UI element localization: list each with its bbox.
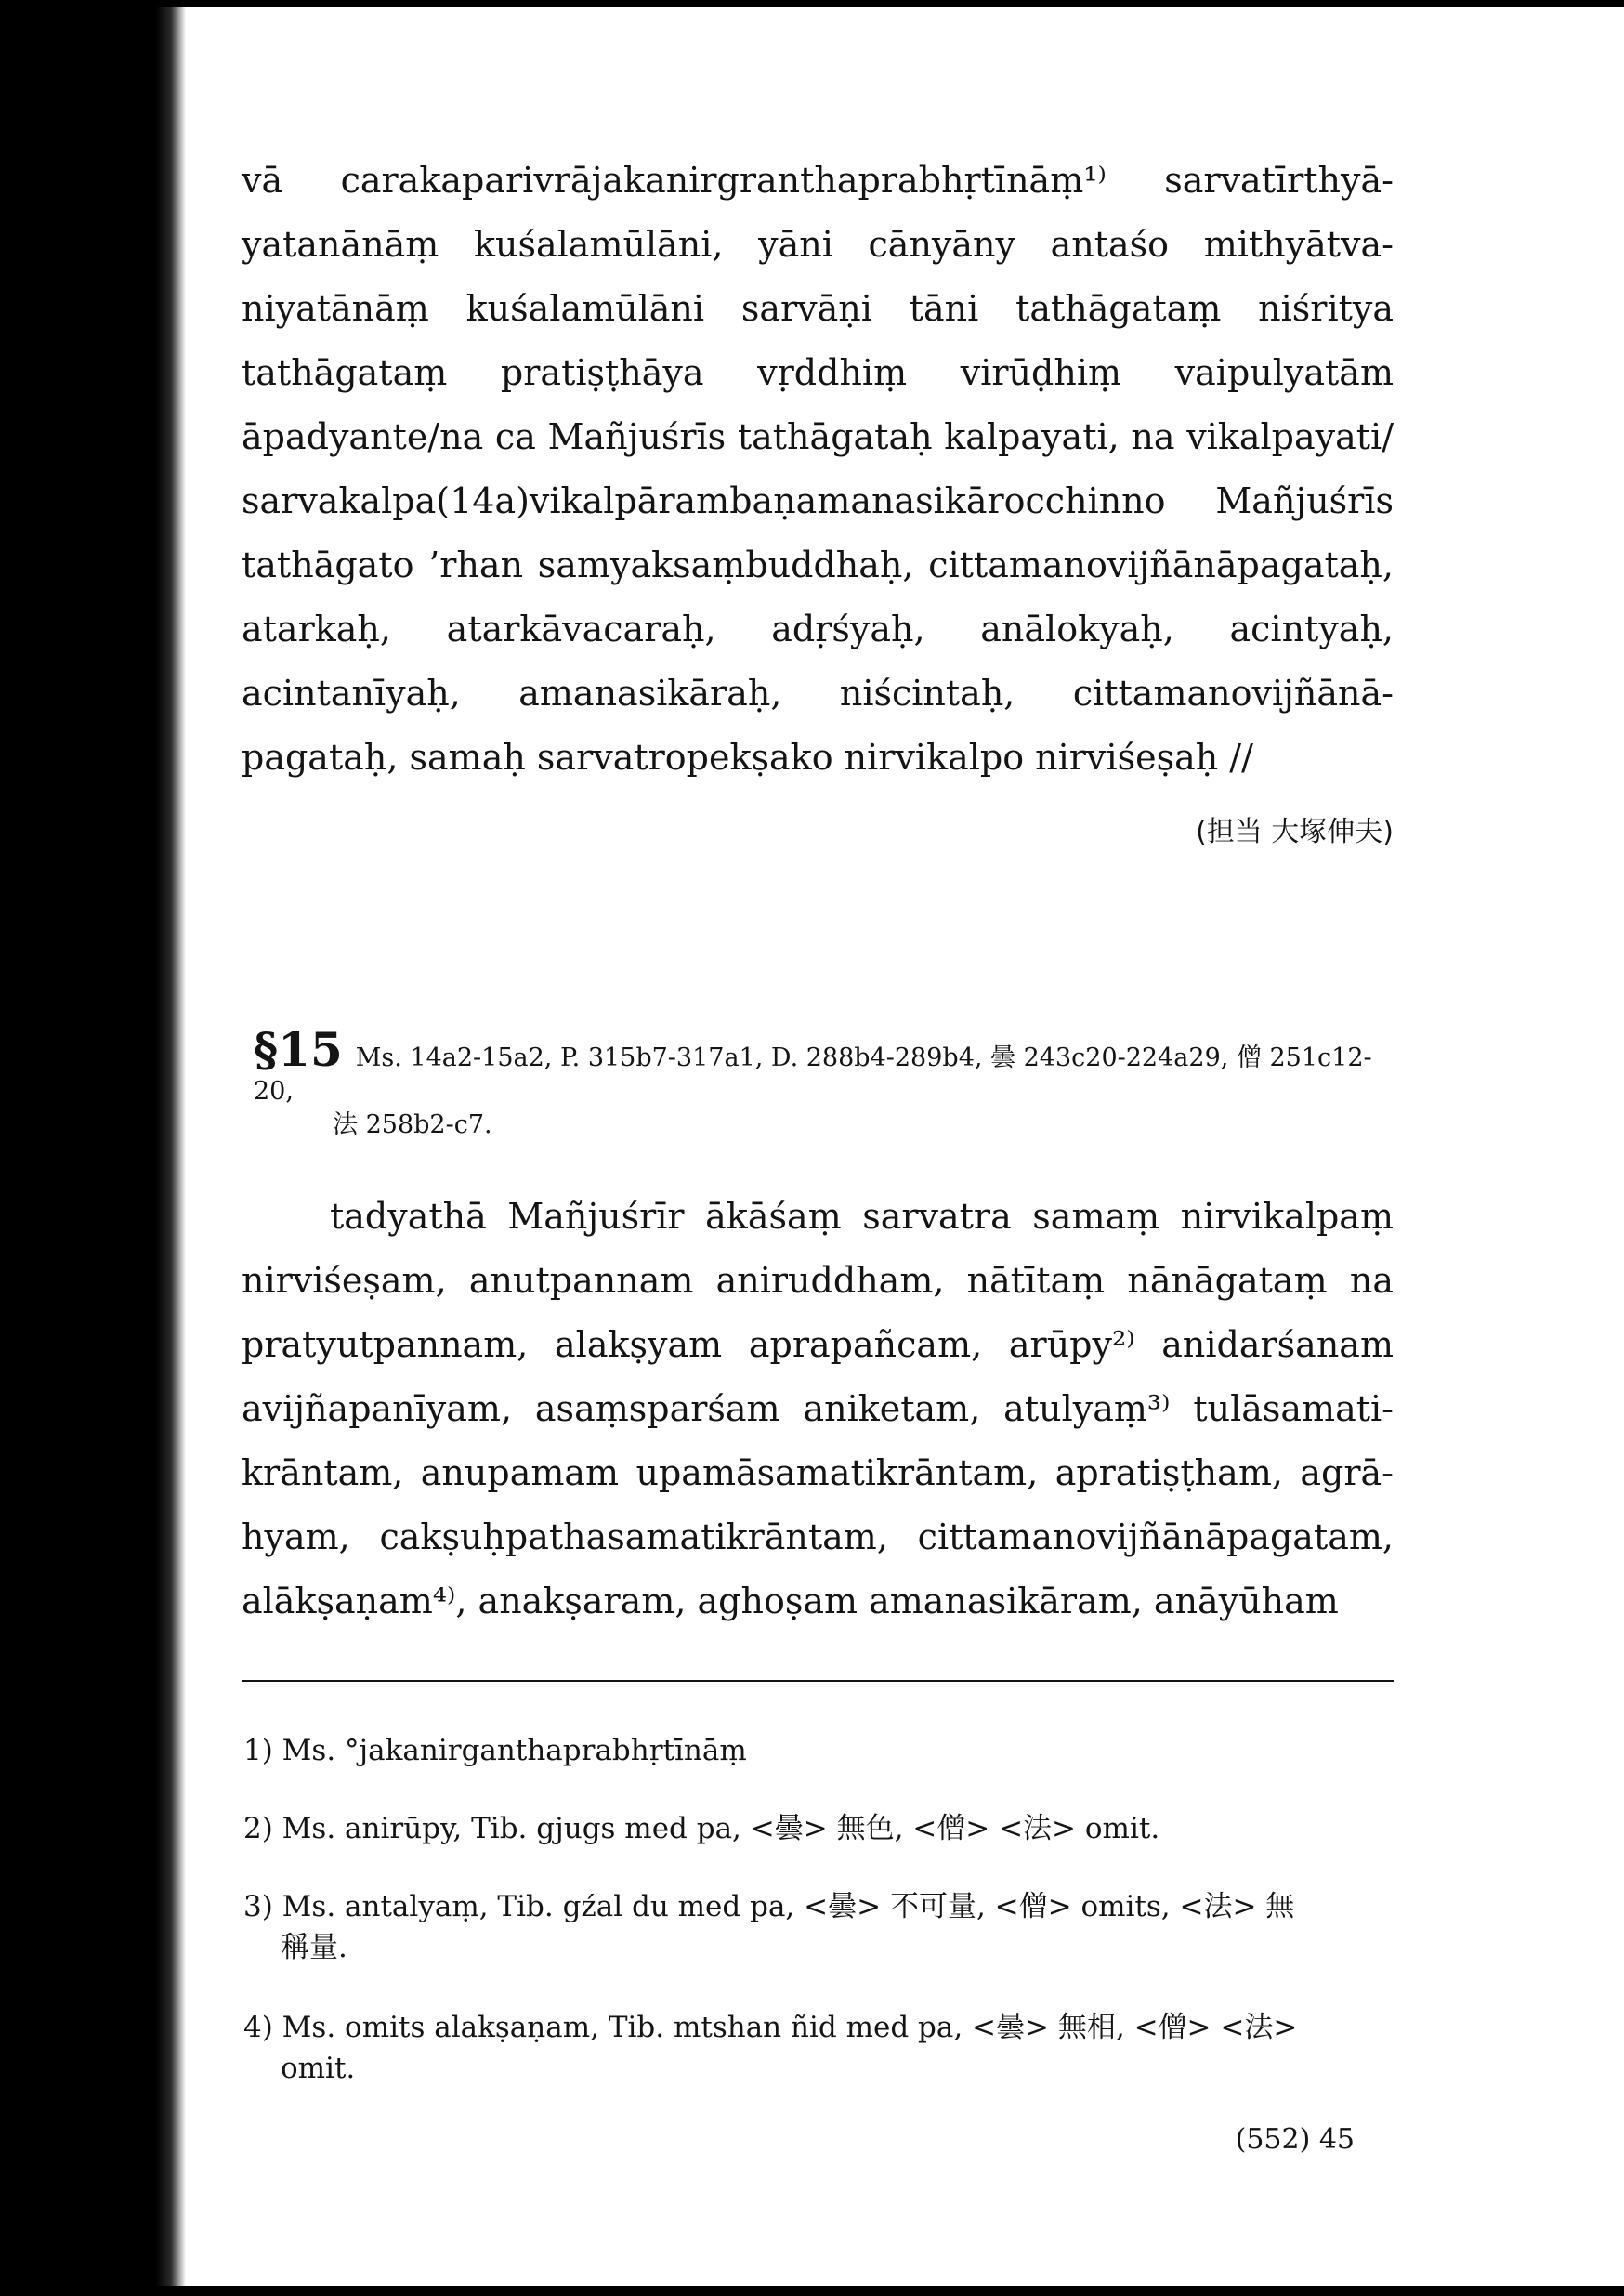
section-reference-cont: 法 258b2-c7. (333, 1110, 492, 1139)
footnote-text: 2) Ms. anirūpy, Tib. gjugs med pa, <曇> 無色, <僧> <法> omit. (243, 1812, 1160, 1845)
footnote-text: 3) Ms. antalyaṃ, Tib. gźal du med pa, <曇> 不可量, <僧> omits, <法> 無 (243, 1890, 1295, 1923)
section-number: §15 (254, 1022, 343, 1077)
footnote-3 (243, 1886, 1395, 1968)
page-number: (552) 45 (1235, 2123, 1355, 2156)
text-line: tathāgato ’rhan samyaksaṃbuddhaḥ, cittamanovijñānāpagataḥ, (242, 544, 1394, 585)
text-line: āpadyante/na ca Mañjuśrīs tathāgataḥ kalpayati, na vikalpayati/ (242, 416, 1394, 457)
footnote-4 (243, 2007, 1395, 2089)
text-line: niyatānāṃ kuśalamūlāni sarvāṇi tāni tathāgataṃ niśritya (242, 288, 1394, 329)
section-reference: Ms. 14a2-15a2, P. 315b7-317a1, D. 288b4-289b4, 曇 243c20-224a29, 僧 251c12-20, (254, 1043, 1372, 1106)
author-credit: (担当 大塚伸夫) (1196, 816, 1394, 848)
text-line: yatanānāṃ kuśalamūlāni, yāni cānyāny antaśo mithyātva- (242, 224, 1394, 265)
text-line: krāntam, anupamam upamāsamatikrāntam, apratiṣṭham, agrā- (242, 1452, 1394, 1493)
footnote-text: 1) Ms. °jakanirganthaprabhṛtīnāṃ (243, 1734, 747, 1767)
text-line: tathāgataṃ pratiṣṭhāya vṛddhiṃ virūḍhiṃ vaipulyatām (242, 352, 1394, 393)
text-line: alākṣaṇam⁴⁾, anakṣaram, aghoṣam amanasikāram, anāyūham (242, 1581, 1339, 1621)
scan-dark-edge (0, 0, 186, 2296)
text-line: vā carakaparivrājakanirgranthaprabhṛtīnāṃ¹⁾ sarvatīrthyā- (242, 160, 1394, 201)
text-line: sarvakalpa(14a)vikalpārambaṇamanasikārocchinno Mañjuśrīs (242, 480, 1394, 521)
paragraph-2 (242, 1185, 1394, 1633)
scan-bottom-shadow (153, 2286, 1624, 2296)
footnote-text-cont: 稱量. (281, 1931, 347, 1964)
footnote-1 (243, 1730, 1395, 1771)
text-line: nirviśeṣam, anutpannam aniruddham, nātītaṃ nānāgataṃ na (242, 1260, 1394, 1301)
scan-top-shadow (153, 0, 1624, 7)
text-line: hyam, cakṣuḥpathasamatikrāntam, cittamanovijñānāpagatam, (242, 1516, 1394, 1557)
footnote-text: 4) Ms. omits alakṣaṇam, Tib. mtshan ñid med pa, <曇> 無相, <僧> <法> (243, 2011, 1298, 2044)
text-line: acintanīyaḥ, amanasikāraḥ, niścintaḥ, cittamanovijñānā- (242, 673, 1394, 714)
text-line: pagataḥ, samaḥ sarvatropekṣako nirvikalpo nirviśeṣaḥ // (242, 737, 1253, 778)
text-line: pratyutpannam, alakṣyam aprapañcam, arūpy²⁾ anidarśanam (242, 1324, 1394, 1365)
text-line: avijñapanīyam, asaṃsparśam aniketam, atulyaṃ³⁾ tulāsamati- (242, 1388, 1394, 1429)
text-line: atarkaḥ, atarkāvacaraḥ, adṛśyaḥ, anālokyaḥ, acintyaḥ, (242, 609, 1394, 649)
section-heading (254, 1022, 1396, 1106)
text-line: tadyathā Mañjuśrīr ākāśaṃ sarvatra samaṃ nirvikalpaṃ (330, 1196, 1394, 1237)
footnote-2 (243, 1808, 1395, 1849)
footnote-text-cont: omit. (281, 2052, 356, 2085)
footnote-divider (242, 1680, 1394, 1682)
paragraph-1 (242, 149, 1394, 790)
